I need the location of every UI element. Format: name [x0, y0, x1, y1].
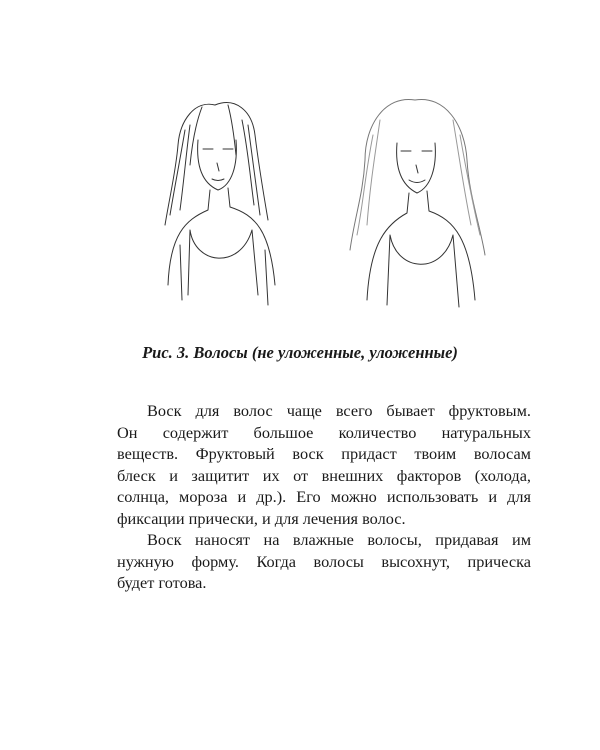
paragraph	[117, 529, 531, 594]
hair-styled-drawing	[350, 99, 485, 307]
paragraph	[117, 400, 531, 529]
text-line: блеск и защитит их от внешних факторов (холода,	[117, 465, 531, 485]
body-text	[117, 400, 531, 594]
text-line: веществ. Фруктовый воск придаст твоим волосам	[117, 444, 531, 463]
text-line: будет готова.	[117, 573, 207, 592]
text-line: Воск наносят на влажные волосы, придавая им	[147, 530, 531, 549]
text-line: нужную форму. Когда волосы высохнут, прическа	[117, 551, 531, 571]
text-line: солнца, мороза и др.). Его можно использовать и для	[117, 487, 531, 506]
figure-caption: Рис. 3. Волосы (не уложенные, уложенные)	[142, 343, 458, 362]
text-line: фиксации прически, и для лечения волос.	[117, 508, 406, 528]
text-line: Он содержит большое количество натуральных	[117, 422, 531, 442]
text-line: Воск для волос чаще всего бывает фруктовым.	[147, 401, 531, 420]
hair-illustration	[140, 85, 510, 315]
hair-not-styled-drawing	[165, 103, 275, 305]
